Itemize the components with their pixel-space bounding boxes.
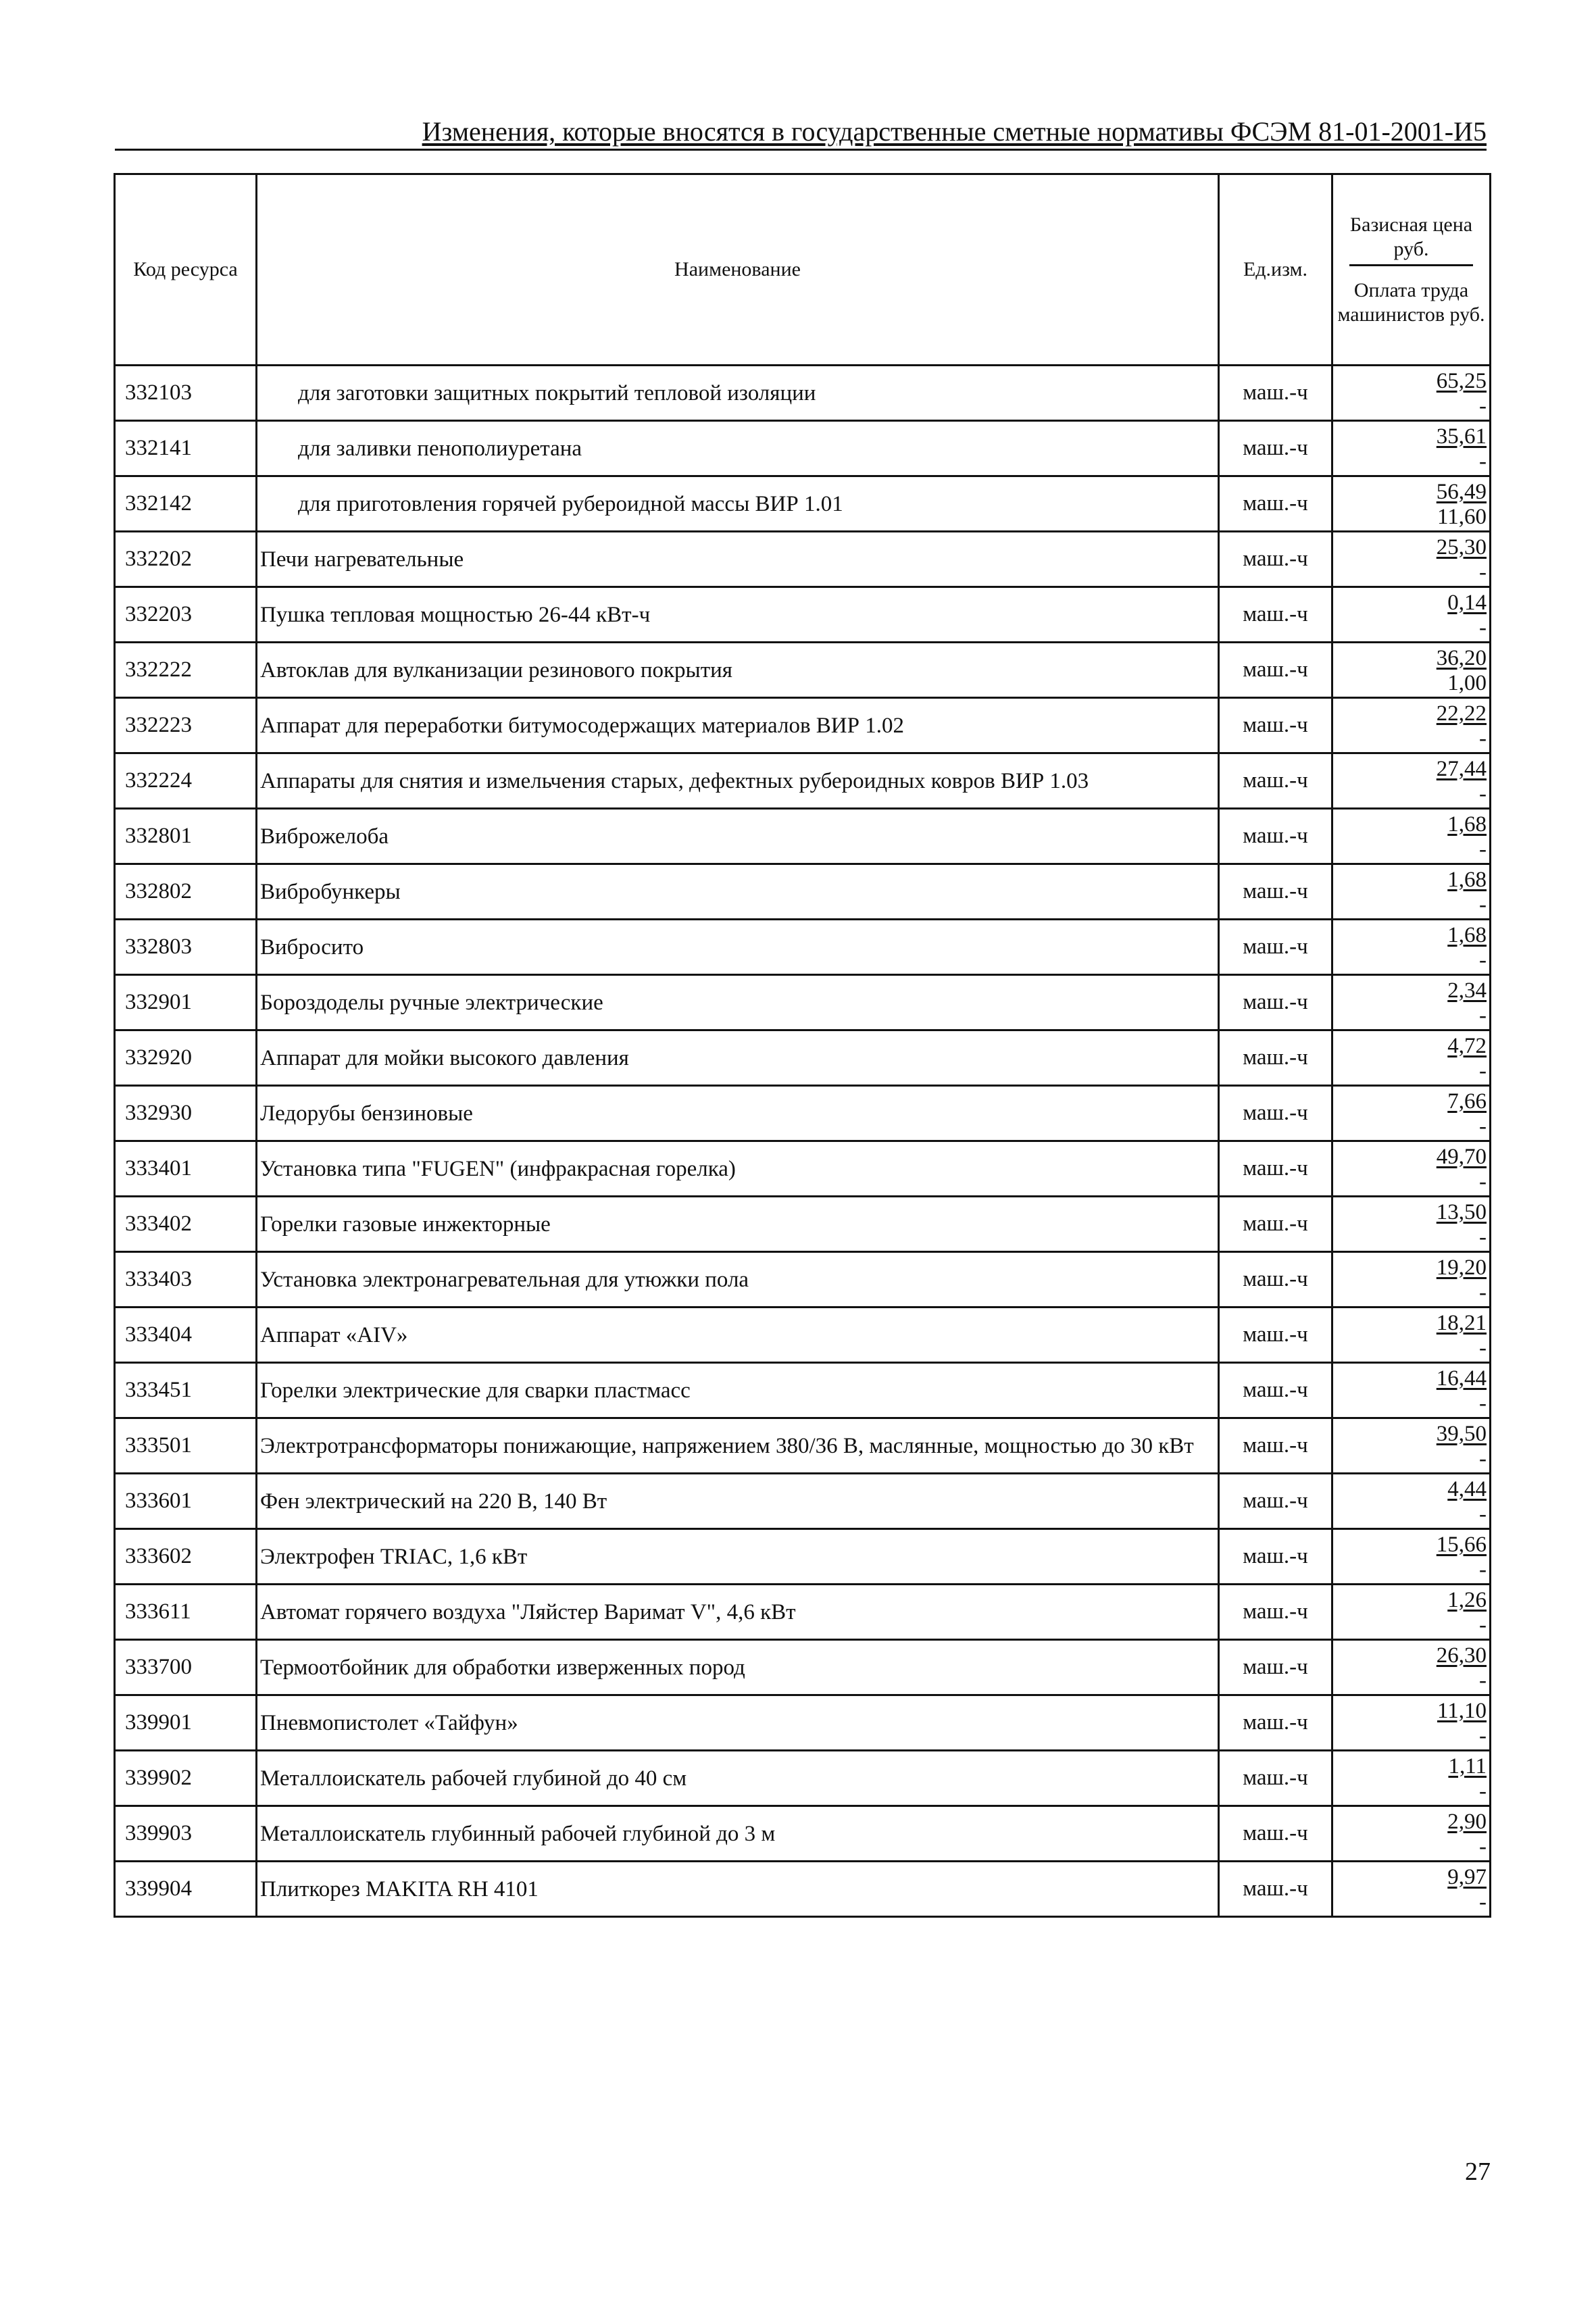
price-cell [1332,1806,1491,1862]
price-cell [1332,587,1491,643]
base-price: 1,26 [1447,1587,1487,1612]
table-row [115,1418,1491,1474]
labor-pay: - [1479,1114,1487,1139]
price-cell [1332,864,1491,920]
resource-name: Аппарат «AIV» [257,1308,1219,1363]
resource-code: 332203 [115,587,257,643]
base-price: 15,66 [1436,1532,1487,1557]
resource-code: 332930 [115,1086,257,1141]
table-row [115,1862,1491,1917]
unit-of-measure: маш.-ч [1219,1308,1332,1363]
resource-code: 333404 [115,1308,257,1363]
resources-table [114,173,1491,1918]
base-price: 9,97 [1447,1864,1487,1889]
resource-name: Термоотбойник для обработки изверженных пород [257,1640,1219,1695]
price-cell [1332,1197,1491,1252]
price-cell [1332,698,1491,753]
base-price: 0,14 [1447,590,1487,615]
unit-of-measure: маш.-ч [1219,1640,1332,1695]
price-cell [1332,1862,1491,1917]
resource-code: 332901 [115,975,257,1030]
labor-pay: - [1479,1501,1487,1526]
labor-pay: - [1479,892,1487,917]
resource-name: Виброжелоба [257,809,1219,864]
unit-of-measure: маш.-ч [1219,1030,1332,1086]
price-cell [1332,1141,1491,1197]
price-cell [1332,1474,1491,1529]
table-row [115,809,1491,864]
table-row [115,753,1491,809]
labor-pay: - [1479,615,1487,640]
labor-pay: - [1479,726,1487,751]
price-cell [1332,975,1491,1030]
table-row [115,1806,1491,1862]
unit-of-measure: маш.-ч [1219,476,1332,532]
col-header-price [1332,174,1491,366]
price-cell [1332,1640,1491,1695]
table-row [115,1695,1491,1751]
base-price: 4,72 [1447,1033,1487,1058]
price-cell [1332,809,1491,864]
table-row [115,1585,1491,1640]
table-row [115,1197,1491,1252]
resource-name: Плиткорез MAKITA RH 4101 [257,1862,1219,1917]
unit-of-measure: маш.-ч [1219,864,1332,920]
resource-name: Установка электронагревательная для утюжки пола [257,1252,1219,1308]
base-price: 65,25 [1436,368,1487,393]
base-price: 25,30 [1436,534,1487,559]
resource-code: 332202 [115,532,257,587]
unit-of-measure: маш.-ч [1219,1197,1332,1252]
unit-of-measure: маш.-ч [1219,366,1332,421]
base-price: 27,44 [1436,756,1487,781]
price-cell [1332,1418,1491,1474]
table-row [115,1030,1491,1086]
resource-code: 332801 [115,809,257,864]
unit-of-measure: маш.-ч [1219,753,1332,809]
labor-pay: - [1479,1446,1487,1471]
unit-of-measure: маш.-ч [1219,1252,1332,1308]
labor-pay: - [1479,1058,1487,1083]
unit-of-measure: маш.-ч [1219,532,1332,587]
unit-of-measure: маш.-ч [1219,809,1332,864]
table-row [115,1363,1491,1418]
labor-pay: - [1479,1889,1487,1914]
resource-name: Аппараты для снятия и измельчения старых, дефектных рубероидных ковров ВИР 1.03 [257,753,1219,809]
resource-code: 332103 [115,366,257,421]
resource-name: Горелки электрические для сварки пластмасс [257,1363,1219,1418]
labor-pay: - [1479,1391,1487,1416]
base-price: 2,90 [1447,1809,1487,1834]
resource-name: Электрофен TRIAC, 1,6 кВт [257,1529,1219,1585]
base-price: 16,44 [1436,1366,1487,1391]
labor-pay: - [1479,1335,1487,1360]
col-header-base-price: Базисная цена руб. [1349,213,1473,266]
unit-of-measure: маш.-ч [1219,1751,1332,1806]
base-price: 1,68 [1447,812,1487,837]
col-header-code: Код ресурса [115,174,257,366]
labor-pay: - [1479,1224,1487,1249]
base-price: 4,44 [1447,1476,1487,1501]
table-row [115,421,1491,476]
table-row [115,975,1491,1030]
base-price: 26,30 [1436,1643,1487,1668]
resource-code: 333602 [115,1529,257,1585]
resource-code: 332223 [115,698,257,753]
price-cell [1332,1529,1491,1585]
labor-pay: - [1479,947,1487,972]
unit-of-measure: маш.-ч [1219,698,1332,753]
unit-of-measure: маш.-ч [1219,920,1332,975]
labor-pay: - [1479,1169,1487,1194]
base-price: 35,61 [1436,424,1487,449]
base-price: 11,10 [1437,1698,1487,1723]
base-price: 36,20 [1436,645,1487,670]
resource-name: Аппарат для переработки битумосодержащих материалов ВИР 1.02 [257,698,1219,753]
table-row [115,1308,1491,1363]
table-row [115,1640,1491,1695]
resource-name: Пушка тепловая мощностью 26-44 кВт-ч [257,587,1219,643]
col-header-unit: Ед.изм. [1219,174,1332,366]
unit-of-measure: маш.-ч [1219,1695,1332,1751]
base-price: 49,70 [1436,1144,1487,1169]
resource-name: Металлоискатель рабочей глубиной до 40 см [257,1751,1219,1806]
base-price: 1,68 [1447,922,1487,947]
price-cell [1332,1363,1491,1418]
labor-pay: - [1479,393,1487,418]
labor-pay: - [1479,837,1487,862]
labor-pay: 1,00 [1447,670,1487,695]
resource-code: 339904 [115,1862,257,1917]
resource-name: для заготовки защитных покрытий тепловой изоляции [257,366,1219,421]
price-cell [1332,1585,1491,1640]
resource-code: 332222 [115,643,257,698]
resource-code: 333700 [115,1640,257,1695]
table-row [115,864,1491,920]
labor-pay: - [1479,1723,1487,1748]
base-price: 1,11 [1448,1753,1487,1778]
price-cell [1332,1751,1491,1806]
table-body [115,366,1491,1917]
resource-name: Горелки газовые инжекторные [257,1197,1219,1252]
page-number: 27 [1465,2158,1491,2186]
price-cell [1332,1030,1491,1086]
resource-code: 332920 [115,1030,257,1086]
table-row [115,643,1491,698]
base-price: 19,20 [1436,1255,1487,1280]
resource-name: Печи нагревательные [257,532,1219,587]
resource-name: Металлоискатель глубинный рабочей глубиной до 3 м [257,1806,1219,1862]
unit-of-measure: маш.-ч [1219,1862,1332,1917]
resource-code: 333401 [115,1141,257,1197]
price-cell [1332,1308,1491,1363]
table-row [115,1529,1491,1585]
labor-pay: - [1479,1003,1487,1028]
table-row [115,587,1491,643]
price-cell [1332,753,1491,809]
running-header [115,108,1487,151]
resource-name: Электротрансформаторы понижающие, напряжением 380/36 В, маслянные, мощностью до 30 кВт [257,1418,1219,1474]
resource-name: Автоклав для вулканизации резинового покрытия [257,643,1219,698]
labor-pay: - [1479,559,1487,584]
unit-of-measure: маш.-ч [1219,1806,1332,1862]
unit-of-measure: маш.-ч [1219,1529,1332,1585]
base-price: 2,34 [1447,978,1487,1003]
base-price: 56,49 [1436,479,1487,504]
resource-code: 333501 [115,1418,257,1474]
table-row [115,532,1491,587]
price-cell [1332,1252,1491,1308]
labor-pay: - [1479,1834,1487,1859]
labor-pay: - [1479,1612,1487,1637]
unit-of-measure: маш.-ч [1219,975,1332,1030]
table-row [115,1086,1491,1141]
resource-code: 339901 [115,1695,257,1751]
resource-code: 333601 [115,1474,257,1529]
resource-name: для приготовления горячей рубероидной массы ВИР 1.01 [257,476,1219,532]
unit-of-measure: маш.-ч [1219,1474,1332,1529]
table-row [115,476,1491,532]
base-price: 22,22 [1436,701,1487,726]
resource-code: 333402 [115,1197,257,1252]
base-price: 18,21 [1436,1310,1487,1335]
resource-name: Бороздоделы ручные электрические [257,975,1219,1030]
base-price: 7,66 [1447,1089,1487,1114]
resource-code: 332803 [115,920,257,975]
resource-name: Установка типа "FUGEN" (инфракрасная горелка) [257,1141,1219,1197]
base-price: 39,50 [1436,1421,1487,1446]
base-price: 1,68 [1447,867,1487,892]
resource-name: Ледорубы бензиновые [257,1086,1219,1141]
resource-code: 339903 [115,1806,257,1862]
unit-of-measure: маш.-ч [1219,421,1332,476]
resource-name: Пневмопистолет «Тайфун» [257,1695,1219,1751]
base-price: 13,50 [1436,1199,1487,1224]
resource-name: Аппарат для мойки высокого давления [257,1030,1219,1086]
labor-pay: - [1479,781,1487,806]
unit-of-measure: маш.-ч [1219,587,1332,643]
resource-name: Автомат горячего воздуха "Ляйстер Варимат V", 4,6 кВт [257,1585,1219,1640]
resource-code: 332224 [115,753,257,809]
resource-code: 339902 [115,1751,257,1806]
header-title: Изменения, которые вносятся в государственные сметные нормативы ФСЭМ 81-01-2001-И5 [422,116,1487,147]
resource-name: для заливки пенополиуретана [257,421,1219,476]
resource-name: Фен электрический на 220 В, 140 Вт [257,1474,1219,1529]
labor-pay: 11,60 [1437,504,1487,529]
price-cell [1332,643,1491,698]
unit-of-measure: маш.-ч [1219,1585,1332,1640]
price-cell [1332,366,1491,421]
table-row [115,698,1491,753]
resource-code: 332141 [115,421,257,476]
col-header-name: Наименование [257,174,1219,366]
table-row [115,1141,1491,1197]
table-row [115,920,1491,975]
col-header-labor-pay: Оплата труда машинистов руб. [1337,278,1485,326]
price-cell [1332,920,1491,975]
price-cell [1332,1695,1491,1751]
labor-pay: - [1479,1778,1487,1803]
resource-code: 333611 [115,1585,257,1640]
labor-pay: - [1479,449,1487,474]
resource-name: Вибробункеры [257,864,1219,920]
resource-code: 333451 [115,1363,257,1418]
table-header-row [115,174,1491,366]
unit-of-measure: маш.-ч [1219,643,1332,698]
price-cell [1332,421,1491,476]
table-row [115,366,1491,421]
table-row [115,1252,1491,1308]
resource-code: 333403 [115,1252,257,1308]
unit-of-measure: маш.-ч [1219,1086,1332,1141]
table-row [115,1474,1491,1529]
price-cell [1332,476,1491,532]
resource-name: Вибросито [257,920,1219,975]
labor-pay: - [1479,1557,1487,1582]
resource-code: 332142 [115,476,257,532]
table-row [115,1751,1491,1806]
unit-of-measure: маш.-ч [1219,1363,1332,1418]
unit-of-measure: маш.-ч [1219,1418,1332,1474]
labor-pay: - [1479,1668,1487,1693]
resource-code: 332802 [115,864,257,920]
price-cell [1332,1086,1491,1141]
price-cell [1332,532,1491,587]
labor-pay: - [1479,1280,1487,1305]
unit-of-measure: маш.-ч [1219,1141,1332,1197]
